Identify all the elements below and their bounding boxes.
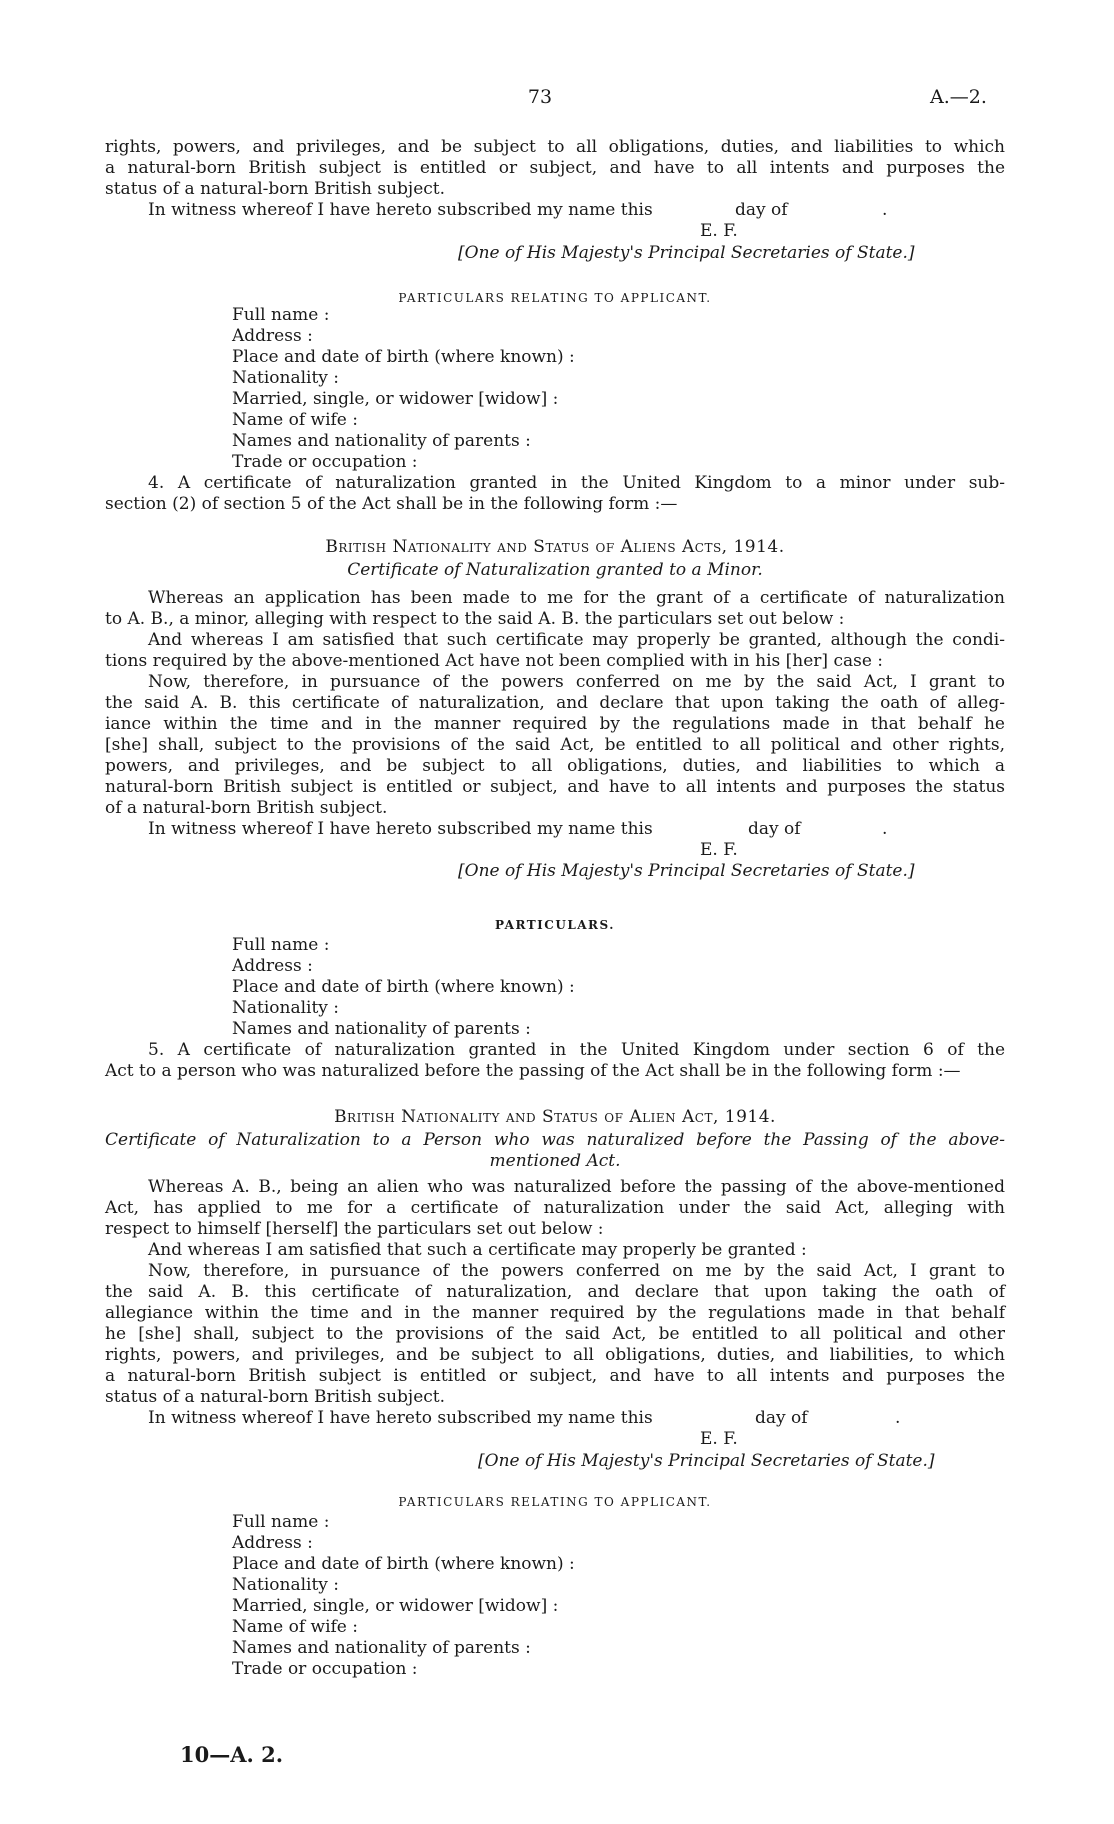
particulars-item: Married, single, or widower [widow] :	[232, 1596, 559, 1616]
body-line: tions required by the above-mentioned Act have not been complied with in his [her] case :	[105, 651, 884, 671]
signatory-title: [One of His Majesty's Principal Secretaries of State.]	[458, 243, 915, 263]
particulars-item: Names and nationality of parents :	[232, 431, 531, 451]
section-subtitle: Certificate of Naturalization to a Person who was naturalized before the Passing of the above-	[105, 1130, 1005, 1150]
witness-text: In witness whereof I have hereto subscribed my name this	[148, 1408, 653, 1428]
page-number: 73	[527, 86, 553, 108]
particulars-heading: PARTICULARS RELATING TO APPLICANT.	[398, 1495, 712, 1509]
paragraph-4-line: 4. A certificate of naturalization granted in the United Kingdom to a minor under sub-	[148, 473, 1005, 493]
paragraph-4-line: section (2) of section 5 of the Act shall be in the following form :—	[105, 494, 678, 514]
particulars-heading: PARTICULARS RELATING TO APPLICANT.	[398, 291, 712, 305]
witness-day: day of	[735, 200, 788, 220]
witness-dot: .	[895, 1408, 901, 1428]
particulars-item: Nationality :	[232, 998, 340, 1018]
body-line: Now, therefore, in pursuance of the powers conferred on me by the said Act, I grant to	[148, 672, 1005, 692]
signatory-title: [One of His Majesty's Principal Secretaries of State.]	[458, 861, 915, 881]
printer-signature: 10—A. 2.	[180, 1742, 284, 1767]
particulars-item: Names and nationality of parents :	[232, 1019, 531, 1039]
particulars-item: Address :	[232, 956, 313, 976]
body-line: Act, has applied to me for a certificate of naturalization under the said Act, alleging with	[105, 1198, 1005, 1218]
body-line: natural-born British subject is entitled or subject, and have to all intents and purposes the status	[105, 777, 1005, 797]
particulars-item: Nationality :	[232, 368, 340, 388]
body-line: a natural-born British subject is entitled or subject, and have to all intents and purposes the	[105, 158, 1005, 178]
paragraph-5-line: Act to a person who was naturalized before the passing of the Act shall be in the following form :—	[105, 1061, 961, 1081]
particulars-item: Name of wife :	[232, 1617, 358, 1637]
witness-day: day of	[748, 819, 801, 839]
body-line: rights, powers, and privileges, and be subject to all obligations, duties, and liabilities to which	[105, 137, 1005, 157]
signatory-initials: E. F.	[700, 1429, 738, 1449]
witness-dot: .	[882, 819, 888, 839]
signatory-initials: E. F.	[700, 840, 738, 860]
paragraph-5-line: 5. A certificate of naturalization granted in the United Kingdom under section 6 of the	[148, 1040, 1005, 1060]
witness-day: day of	[755, 1408, 808, 1428]
particulars-item: Nationality :	[232, 1575, 340, 1595]
body-line: And whereas I am satisfied that such a certificate may properly be granted :	[148, 1240, 807, 1260]
body-line: allegiance within the time and in the manner required by the regulations made in that behalf	[105, 1303, 1005, 1323]
body-line: he [she] shall, subject to the provisions of the said Act, be entitled to all political and other	[105, 1324, 1005, 1344]
particulars-item: Address :	[232, 1533, 313, 1553]
section-subtitle: mentioned Act.	[489, 1151, 621, 1171]
body-line: iance within the time and in the manner required by the regulations made in that behalf he	[105, 714, 1005, 734]
particulars-item: Trade or occupation :	[232, 452, 418, 472]
body-line: of a natural-born British subject.	[105, 798, 388, 818]
body-line: Now, therefore, in pursuance of the powers conferred on me by the said Act, I grant to	[148, 1261, 1005, 1281]
particulars-item: Full name :	[232, 1512, 330, 1532]
particulars-item: Name of wife :	[232, 410, 358, 430]
particulars-item: Full name :	[232, 935, 330, 955]
body-line: Whereas an application has been made to me for the grant of a certificate of naturalization	[148, 588, 1005, 608]
body-line: status of a natural-born British subject.	[105, 1387, 446, 1407]
body-line: a natural-born British subject is entitled or subject, and have to all intents and purposes the	[105, 1366, 1005, 1386]
body-line: status of a natural-born British subject.	[105, 179, 446, 199]
particulars-item: Names and nationality of parents :	[232, 1638, 531, 1658]
particulars-item: Trade or occupation :	[232, 1659, 418, 1679]
page-reference: A.—2.	[930, 86, 987, 108]
witness-text: In witness whereof I have hereto subscribed my name this	[148, 200, 653, 220]
body-line: to A. B., a minor, alleging with respect to the said A. B. the particulars set out below :	[105, 609, 845, 629]
witness-text: In witness whereof I have hereto subscribed my name this	[148, 819, 653, 839]
signatory-title: [One of His Majesty's Principal Secretaries of State.]	[478, 1451, 935, 1471]
section-subtitle: Certificate of Naturalization granted to a Minor.	[347, 560, 763, 580]
section-title: British Nationality and Status of Alien Act, 1914.	[334, 1107, 776, 1127]
particulars-item: Place and date of birth (where known) :	[232, 347, 575, 367]
body-line: Whereas A. B., being an alien who was naturalized before the passing of the above-mentioned	[148, 1177, 1005, 1197]
particulars-item: Full name :	[232, 305, 330, 325]
body-line: [she] shall, subject to the provisions of the said Act, be entitled to all political and other rights,	[105, 735, 1005, 755]
particulars-item: Married, single, or widower [widow] :	[232, 389, 559, 409]
body-line: the said A. B. this certificate of naturalization, and declare that upon taking the oath of	[105, 1282, 1005, 1302]
particulars-item: Address :	[232, 326, 313, 346]
body-line: the said A. B. this certificate of naturalization, and declare that upon taking the oath of alleg-	[105, 693, 1005, 713]
particulars-item: Place and date of birth (where known) :	[232, 1554, 575, 1574]
body-line: And whereas I am satisfied that such certificate may properly be granted, although the condi-	[148, 630, 1005, 650]
signatory-initials: E. F.	[700, 221, 738, 241]
body-line: rights, powers, and privileges, and be subject to all obligations, duties, and liabilities, to which	[105, 1345, 1005, 1365]
particulars-item: Place and date of birth (where known) :	[232, 977, 575, 997]
witness-dot: .	[882, 200, 888, 220]
particulars-heading: PARTICULARS.	[495, 918, 615, 932]
body-line: respect to himself [herself] the particulars set out below :	[105, 1219, 604, 1239]
section-title: British Nationality and Status of Aliens Acts, 1914.	[325, 537, 785, 557]
body-line: powers, and privileges, and be subject to all obligations, duties, and liabilities to which a	[105, 756, 1005, 776]
